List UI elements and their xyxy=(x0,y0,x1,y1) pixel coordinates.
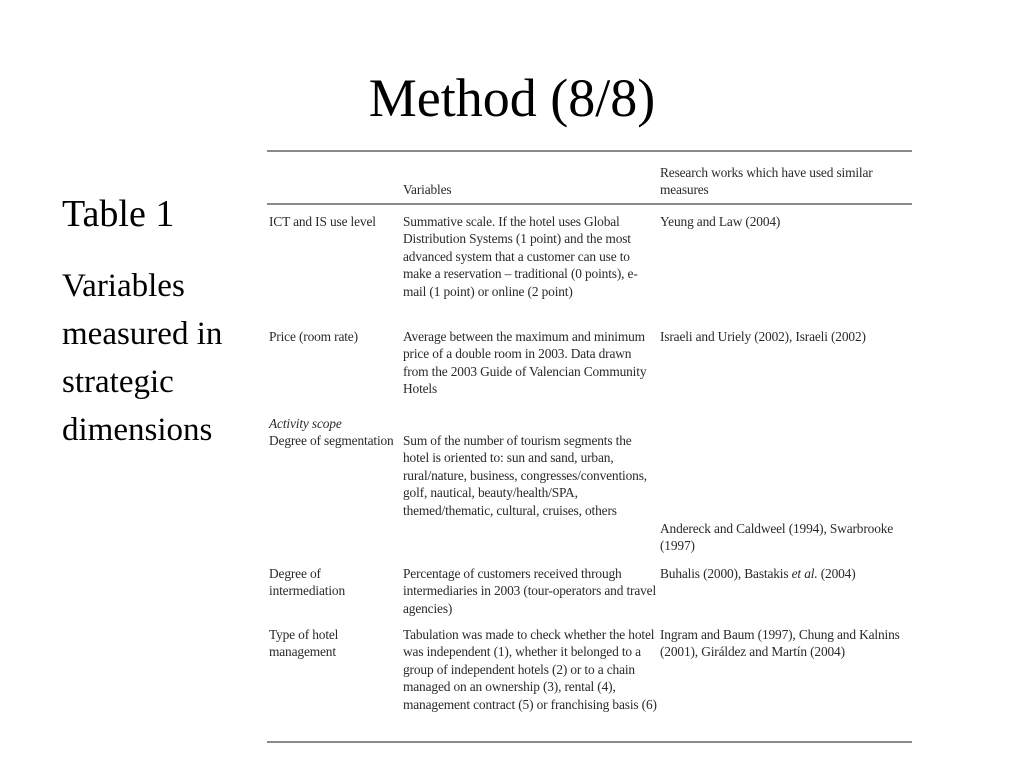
slide-title: Method (8/8) xyxy=(368,68,656,128)
row-description: Summative scale. If the hotel uses Global Distribution Systems (1 point) and the most advanced system that a customer can use to make a reservation – traditional (0 points), e-mail (1 point) or online (2 point) xyxy=(403,214,638,299)
row-references: Yeung and Law (2004) xyxy=(660,214,781,229)
row-description: Tabulation was made to check whether the hotel was independent (1), whether it belonged to a group of independent hotels (2) or to a chain managed on an ownership (3), rental (4), management contract (5) or franchising basis (6) xyxy=(403,627,657,712)
row-references: Ingram and Baum (1997), Chung and Kalnins (2001), Giráldez and Martín (2004) xyxy=(660,627,900,660)
header-variables: Variables xyxy=(403,182,452,197)
table-number-heading: Table 1 xyxy=(62,193,175,235)
table-top-rule xyxy=(267,150,912,152)
row-name: Degree of intermediation xyxy=(269,566,345,599)
row-name: Degree of segmentation xyxy=(269,433,394,448)
row-references xyxy=(660,565,910,582)
reference-et-al: et al. xyxy=(791,566,818,581)
reference-text: Buhalis (2000), Bastakis xyxy=(660,566,792,581)
row-group-label: Activity scope xyxy=(269,416,342,431)
table-bottom-rule xyxy=(267,741,912,743)
row-name: Price (room rate) xyxy=(269,329,358,344)
reference-year: (2004) xyxy=(817,566,856,581)
row-description: Sum of the number of tourism segments the hotel is oriented to: sun and sand, urban, rural/nature, business, congresses/conventions, golf, nautical, beauty/health/SPA, themed/thematic, cultural, cruises, others xyxy=(403,433,647,518)
table-header-rule xyxy=(267,203,912,205)
row-name: ICT and IS use level xyxy=(269,214,376,229)
variables-table xyxy=(267,150,912,745)
row-name: Type of hotel management xyxy=(269,627,339,660)
table-caption: Variables measured in strategic dimensions xyxy=(62,268,223,448)
row-description: Average between the maximum and minimum price of a double room in 2003. Data drawn from the 2003 Guide of Valencian Community Hotels xyxy=(403,329,647,397)
row-references: Andereck and Caldweel (1994), Swarbrooke (1997) xyxy=(660,521,894,554)
header-research-works: Research works which have used similar measures xyxy=(660,165,873,198)
row-description: Percentage of customers received through intermediaries in 2003 (tour-operators and travel agencies) xyxy=(403,566,657,616)
row-references: Israeli and Uriely (2002), Israeli (2002) xyxy=(660,329,866,344)
